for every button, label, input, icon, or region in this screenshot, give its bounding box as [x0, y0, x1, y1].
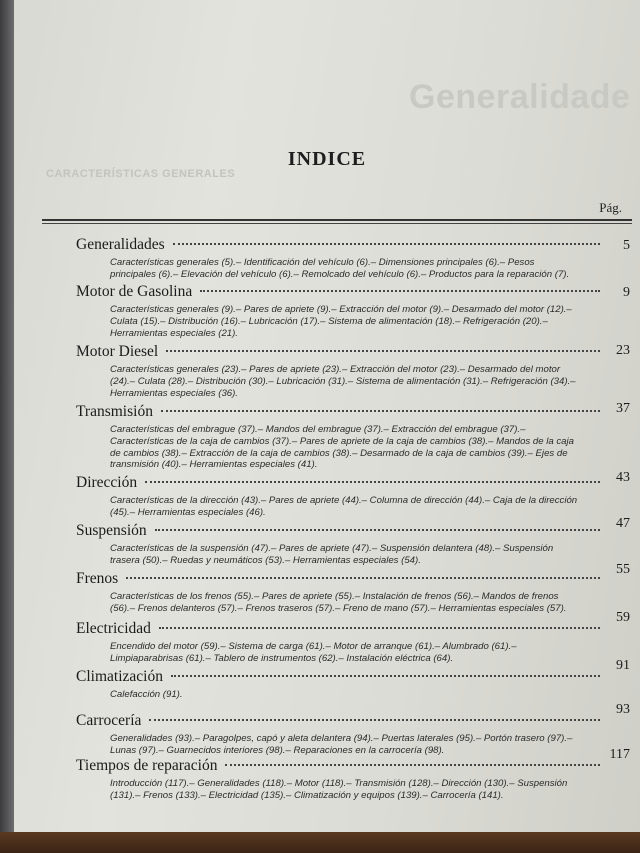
toc-entry-title: Motor Diesel [76, 343, 159, 360]
toc-entry-description: Características generales (5).– Identificación del vehículo (6).– Dimensiones principales (6).– Pesos principales (6).– Elevación del vehículo (6).– Remolcado del vehículo (6).– Productos para la reparación (7). [110, 257, 570, 280]
toc-entry-description: Calefacción (91). [110, 689, 183, 700]
toc-entry-heading-row [76, 283, 630, 301]
toc-entry [76, 470, 630, 519]
dot-leader [161, 410, 600, 412]
page-column-label: Pág. [599, 200, 622, 215]
toc-entry-description: Características del embrague (37).– Mandos del embrague (37).– Extracción del embrague (37).– Características de la caja de cambios (37).– Pares de apriete de la caja de cambios (38).– Mandos de la caja de cambios (38).– Extracción de la caja de cambios (38).– Desarmado de la caja de cambios (39).– Ejes de transmisión (40).– Herramientas especiales (41). [110, 424, 574, 471]
toc-entry-heading-row [76, 516, 630, 540]
toc-entry [76, 747, 630, 802]
toc-entry-page-number: 59 [616, 610, 630, 625]
toc-entry-heading-row [76, 747, 630, 775]
toc-entry [76, 610, 630, 665]
dot-leader [145, 481, 600, 483]
toc-entry-page-number: 23 [616, 343, 630, 358]
toc-entry [76, 702, 630, 757]
toc-entry-heading-row [76, 403, 630, 421]
toc-entry-title: Dirección [76, 474, 138, 491]
toc-entry-page-number: 43 [616, 470, 630, 485]
toc-entry-description: Introducción (117).– Generalidades (118).– Motor (118).– Transmisión (128).– Dirección (130).– Suspensión (131).– Frenos (133).– Electricidad (135).– Climatización y equipos (139).– Carrocería (141). [110, 778, 568, 801]
toc-entry-page-number: 9 [623, 285, 630, 300]
page-title: INDICE [287, 148, 367, 170]
toc-entry-heading-row [76, 236, 630, 254]
toc-entry-page-number: 91 [616, 658, 630, 673]
toc-entry-heading-row [76, 343, 630, 361]
toc-entry-page-number: 37 [616, 401, 630, 416]
book-spine-shadow [0, 0, 14, 853]
toc-entry-description: Características generales (9).– Pares de apriete (9).– Extracción del motor (9).– Desarmado del motor (12).– Culata (15).– Distribución (16).– Lubricación (17).– Sistema de alimentación (18).– Refrigeración (20).– Herramientas especiales (21). [110, 304, 572, 339]
toc-entry [76, 658, 630, 701]
dot-leader [225, 764, 600, 766]
dot-leader [166, 350, 600, 352]
toc-entry-heading-row [76, 562, 630, 588]
toc-entry-heading-row [76, 470, 630, 492]
dot-leader [200, 290, 600, 292]
toc-entry-title: Electricidad [76, 620, 151, 637]
dot-leader [173, 243, 600, 245]
toc-entry-description: Características generales (23).– Pares de apriete (23).– Extracción del motor (23).– Desarmado del motor (24).– Culata (28).– Distribución (30).– Lubricación (31).– Sistema de alimentación (31).– Refrigeración (34).– Herramientas especiales (36). [110, 364, 576, 399]
dot-leader [126, 577, 600, 579]
toc-entry-page-number: 93 [616, 702, 630, 717]
toc-entry-title: Climatización [76, 668, 163, 685]
toc-entry-description: Características de los frenos (55).– Pares de apriete (55).– Instalación de frenos (56).– Mandos de frenos (56).– Frenos delanteros (57).– Frenos traseros (57).– Freno de mano (57).– Herramientas especiales (57). [110, 591, 567, 614]
table-surface [0, 832, 640, 853]
toc-entry-page-number: 5 [623, 238, 630, 253]
toc-entry-title: Tiempos de reparación [76, 757, 218, 774]
toc-entry [76, 236, 630, 281]
toc-entry-title: Motor de Gasolina [76, 283, 193, 300]
dot-leader [159, 627, 600, 629]
toc-entry-title: Frenos [76, 570, 119, 587]
toc-entry-heading-row [76, 658, 630, 686]
toc-entry-description: Características de la suspensión (47).– Pares de apriete (47).– Suspensión delantera (48).– Suspensión trasera (50).– Ruedas y neumáticos (53).– Herramientas especiales (54). [110, 543, 554, 566]
toc-entry-description: Encendido del motor (59).– Sistema de carga (61).– Motor de arranque (61).– Alumbrado (61).– Limpiaparabrisas (61).– Tablero de instrumentos (62).– Instalación eléctrica (64). [110, 641, 517, 664]
toc-entry [76, 283, 630, 339]
toc-entry-page-number: 47 [616, 516, 630, 531]
table-of-contents [14, 0, 640, 832]
show-through-heading: Generalidade [409, 78, 631, 116]
show-through-subheading: CARACTERÍSTICAS GENERALES [46, 168, 236, 180]
toc-entry-page-number: 55 [616, 562, 630, 577]
toc-entry-title: Transmisión [76, 403, 153, 420]
toc-entry-description: Características de la dirección (43).– Pares de apriete (44).– Columna de dirección (44).– Caja de la dirección (45).– Herramientas especiales (46). [110, 495, 578, 518]
toc-entry-page-number: 117 [609, 747, 630, 762]
toc-entry-description: Generalidades (93).– Paragolpes, capó y aleta delantera (94).– Puertas laterales (95).– Portón trasero (97).– Lunas (97).– Guarnecidos interiores (98).– Reparaciones en la carrocería (98). [110, 733, 573, 756]
dot-leader [171, 675, 600, 677]
toc-entry-title: Carrocería [76, 712, 142, 729]
toc-entry [76, 403, 630, 471]
toc-entry [76, 516, 630, 567]
book-page [14, 0, 640, 832]
toc-entry-title: Generalidades [76, 236, 165, 253]
dot-leader [149, 719, 600, 721]
toc-entry-title: Suspensión [76, 522, 147, 539]
toc-entry [76, 343, 630, 399]
toc-entry [76, 562, 630, 615]
toc-entry-heading-row [76, 702, 630, 730]
toc-entry-heading-row [76, 610, 630, 638]
dot-leader [155, 529, 600, 531]
